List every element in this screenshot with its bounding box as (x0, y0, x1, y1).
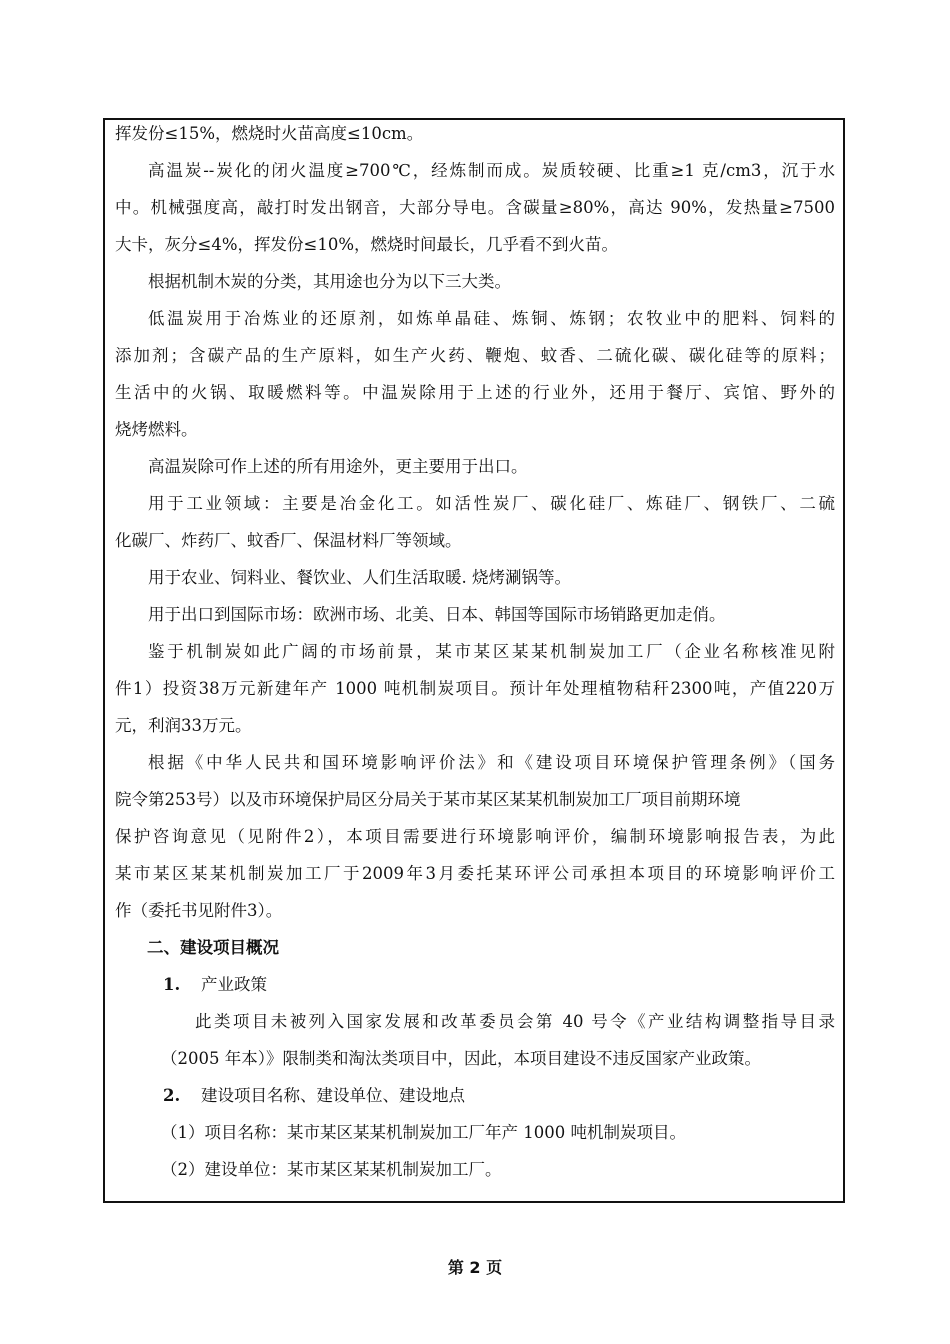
subsection-number: 2. (163, 1086, 181, 1105)
text-line: 用于农业、饲料业、餐饮业、人们生活取暖. 烧烤涮锅等。 (148, 568, 571, 587)
text-line: （1）项目名称：某市某区某某机制炭加工厂年产 1000 吨机制炭项目。 (161, 1123, 686, 1142)
text-line: 保护咨询意见（见附件2），本项目需要进行环境影响评价，编制环境影响报告表，为此 (115, 827, 835, 846)
subsection-title: 建设项目名称、建设单位、建设地点 (201, 1086, 465, 1105)
text-line: 某市某区某某机制炭加工厂于2009年3月委托某环评公司承担本项目的环境影响评价工 (115, 864, 835, 883)
text-line: 高温炭除可作上述的所有用途外，更主要用于出口。 (148, 457, 528, 476)
text-line: （2）建设单位：某市某区某某机制炭加工厂。 (161, 1160, 502, 1179)
text-line: 挥发份≤15%，燃烧时火苗高度≤10cm。 (115, 124, 424, 143)
text-line: 大卡，灰分≤4%，挥发份≤10%，燃烧时间最长，几乎看不到火苗。 (115, 235, 619, 254)
text-line: 用于出口到国际市场：欧洲市场、北美、日本、韩国等国际市场销路更加走俏。 (148, 605, 726, 624)
text-line: 生活中的火锅、取暖燃料等。中温炭除用于上述的行业外，还用于餐厅、宾馆、野外的 (115, 383, 835, 402)
text-line: 元，利润33万元。 (115, 716, 252, 735)
subsection-number: 1. (163, 975, 181, 994)
subsection-2 (115, 1084, 835, 1121)
text-line: 根据《中华人民共和国环境影响评价法》和《建设项目环境保护管理条例》（国务 (148, 753, 835, 772)
text-line: 烧烤燃料。 (115, 420, 198, 439)
text-line: （2005 年本）》限制类和淘汰类项目中，因此，本项目建设不违反国家产业政策。 (161, 1049, 761, 1068)
subsection-1 (115, 973, 835, 1010)
text-line: 院令第253号）以及市环境保护局区分局关于某市某区某某机制炭加工厂项目前期环境 (115, 790, 741, 809)
subsection-title: 产业政策 (201, 975, 267, 994)
text-line: 此类项目未被列入国家发展和改革委员会第 40 号令《产业结构调整指导目录 (195, 1012, 835, 1031)
text-line: 根据机制木炭的分类，其用途也分为以下三大类。 (148, 272, 511, 291)
content-frame (103, 118, 845, 1203)
text-line: 件1）投资38万元新建年产 1000 吨机制炭项目。预计年处理植物秸秆2300吨，产值220万 (115, 679, 835, 698)
text-line: 低温炭用于冶炼业的还原剂，如炼单晶硅、炼铜、炼钢；农牧业中的肥料、饲料的 (148, 309, 835, 328)
page-number: 第 2 页 (447, 1258, 503, 1277)
section-heading: 二、建设项目概况 (147, 938, 279, 957)
text-line: 添加剂；含碳产品的生产原料，如生产火药、鞭炮、蚊香、二硫化碳、碳化硅等的原料； (115, 346, 835, 365)
text-line: 高温炭--炭化的闭火温度≥700℃，经炼制而成。炭质较硬、比重≥1 克/cm3，沉于水 (148, 161, 835, 180)
text-line: 作（委托书见附件3）。 (115, 901, 283, 920)
text-line: 中。机械强度高，敲打时发出钢音，大部分导电。含碳量≥80%，高达 90%，发热量≥7500 (115, 198, 835, 217)
text-line: 鉴于机制炭如此广阔的市场前景，某市某区某某机制炭加工厂（企业名称核准见附 (148, 642, 835, 661)
text-line: 用于工业领域：主要是冶金化工。如活性炭厂、碳化硅厂、炼硅厂、钢铁厂、二硫 (148, 494, 835, 513)
text-line: 化碳厂、炸药厂、蚊香厂、保温材料厂等领域。 (115, 531, 462, 550)
